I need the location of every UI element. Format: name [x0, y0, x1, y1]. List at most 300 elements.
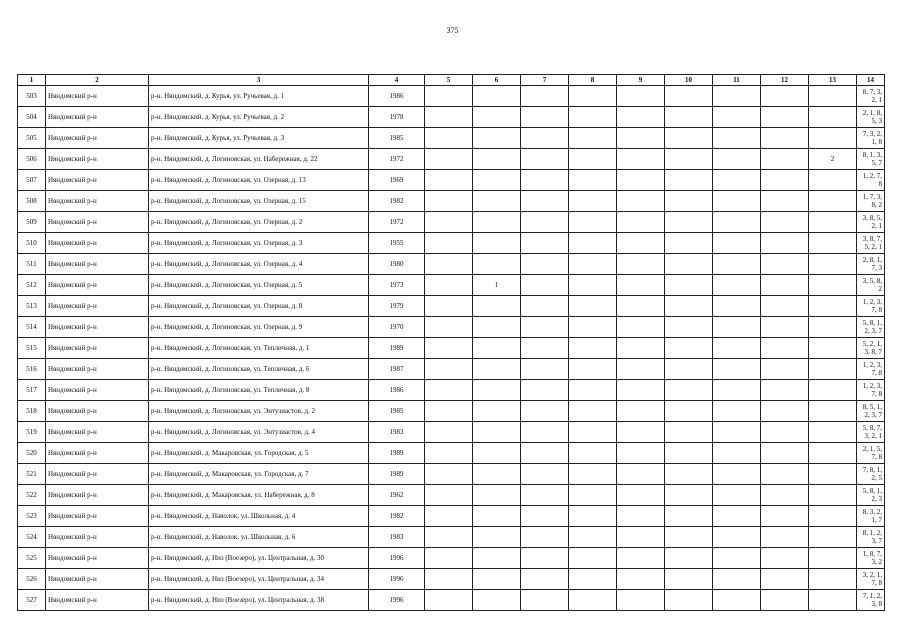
- table-row: [18, 443, 885, 464]
- cell-col-10: [665, 233, 713, 254]
- cell-col-5: [425, 107, 473, 128]
- cell-col-11: [713, 464, 761, 485]
- table-row: [18, 296, 885, 317]
- column-header-6: 6: [473, 75, 521, 86]
- cell-year: 1983: [369, 527, 425, 548]
- cell-codes: 5, 8, 7, 3, 2, 1: [857, 422, 885, 443]
- cell-col-9: [617, 191, 665, 212]
- cell-address: р-н. Няндомский, д. Курья, ул. Ручьевая, д. 1: [149, 86, 369, 107]
- header-row: [18, 75, 885, 86]
- cell-col-9: [617, 527, 665, 548]
- cell-col-12: [761, 464, 809, 485]
- cell-address: р-н. Няндомский, д. Логиновская, ул. Энтузиастов, д. 4: [149, 422, 369, 443]
- cell-row-number: 504: [18, 107, 46, 128]
- cell-district: Няндомский р-н: [46, 149, 149, 170]
- table-row: [18, 485, 885, 506]
- cell-district: Няндомский р-н: [46, 254, 149, 275]
- cell-address: р-н. Няндомский, д. Логиновская, ул. Озерная, д. 4: [149, 254, 369, 275]
- cell-col-11: [713, 191, 761, 212]
- cell-col-9: [617, 338, 665, 359]
- cell-col-6: [473, 233, 521, 254]
- cell-year: 1989: [369, 338, 425, 359]
- cell-row-number: 518: [18, 401, 46, 422]
- cell-col-12: [761, 254, 809, 275]
- cell-address: р-н. Няндомский, д. Макаровская, ул. Набережная, д. 8: [149, 485, 369, 506]
- cell-col-13: 2: [809, 149, 857, 170]
- cell-col-8: [569, 128, 617, 149]
- cell-codes: 1, 2, 3, 7, 8: [857, 296, 885, 317]
- cell-col-11: [713, 422, 761, 443]
- cell-district: Няндомский р-н: [46, 380, 149, 401]
- cell-row-number: 525: [18, 548, 46, 569]
- cell-col-8: [569, 485, 617, 506]
- cell-codes: 2, 1, 8, 5, 3: [857, 107, 885, 128]
- cell-codes: 1, 7, 3, 8, 2: [857, 191, 885, 212]
- cell-col-8: [569, 212, 617, 233]
- cell-col-11: [713, 149, 761, 170]
- cell-col-7: [521, 107, 569, 128]
- cell-col-12: [761, 233, 809, 254]
- cell-address: р-н. Няндомский, д. Логиновская, ул. Озерная, д. 13: [149, 170, 369, 191]
- table-row: [18, 548, 885, 569]
- cell-col-5: [425, 380, 473, 401]
- cell-district: Няндомский р-н: [46, 86, 149, 107]
- cell-col-9: [617, 422, 665, 443]
- cell-col-6: [473, 443, 521, 464]
- cell-col-5: [425, 170, 473, 191]
- cell-codes: 5, 2, 1, 3, 8, 7: [857, 338, 885, 359]
- cell-col-8: [569, 506, 617, 527]
- cell-col-9: [617, 590, 665, 611]
- cell-col-7: [521, 233, 569, 254]
- cell-codes: 8, 5, 1, 2, 3, 7: [857, 401, 885, 422]
- cell-col-10: [665, 527, 713, 548]
- cell-district: Няндомский р-н: [46, 128, 149, 149]
- cell-codes: 1, 8, 7, 3, 2: [857, 548, 885, 569]
- cell-col-9: [617, 464, 665, 485]
- cell-row-number: 507: [18, 170, 46, 191]
- table-row: [18, 233, 885, 254]
- cell-col-10: [665, 254, 713, 275]
- cell-codes: 1, 2, 3, 7, 8: [857, 380, 885, 401]
- cell-col-11: [713, 86, 761, 107]
- cell-district: Няндомский р-н: [46, 233, 149, 254]
- cell-col-9: [617, 317, 665, 338]
- cell-col-8: [569, 590, 617, 611]
- cell-col-8: [569, 464, 617, 485]
- cell-year: 1987: [369, 359, 425, 380]
- cell-year: 1970: [369, 317, 425, 338]
- cell-col-13: [809, 359, 857, 380]
- cell-col-5: [425, 464, 473, 485]
- table-row: [18, 212, 885, 233]
- cell-address: р-н. Няндомский, д. Логиновская, ул. Озерная, д. 3: [149, 233, 369, 254]
- cell-col-10: [665, 485, 713, 506]
- cell-codes: 8, 1, 2, 3, 7: [857, 527, 885, 548]
- table-row: [18, 86, 885, 107]
- cell-year: 1982: [369, 506, 425, 527]
- cell-address: р-н. Няндомский, д. Наволок, ул. Школьная, д. 6: [149, 527, 369, 548]
- cell-col-5: [425, 296, 473, 317]
- cell-col-7: [521, 380, 569, 401]
- table-row: [18, 464, 885, 485]
- cell-col-13: [809, 422, 857, 443]
- cell-col-12: [761, 359, 809, 380]
- cell-col-9: [617, 107, 665, 128]
- cell-row-number: 522: [18, 485, 46, 506]
- cell-col-11: [713, 548, 761, 569]
- cell-col-7: [521, 485, 569, 506]
- cell-col-6: [473, 590, 521, 611]
- column-header-7: 7: [521, 75, 569, 86]
- cell-codes: 3, 2, 1, 7, 8: [857, 569, 885, 590]
- cell-col-11: [713, 233, 761, 254]
- cell-district: Няндомский р-н: [46, 485, 149, 506]
- cell-col-7: [521, 170, 569, 191]
- cell-col-12: [761, 443, 809, 464]
- cell-year: 1972: [369, 149, 425, 170]
- cell-col-11: [713, 275, 761, 296]
- cell-year: 1996: [369, 548, 425, 569]
- cell-col-13: [809, 275, 857, 296]
- cell-col-10: [665, 86, 713, 107]
- cell-district: Няндомский р-н: [46, 107, 149, 128]
- cell-col-13: [809, 338, 857, 359]
- cell-row-number: 517: [18, 380, 46, 401]
- cell-col-7: [521, 149, 569, 170]
- cell-col-11: [713, 527, 761, 548]
- cell-year: 1978: [369, 107, 425, 128]
- cell-col-10: [665, 422, 713, 443]
- cell-row-number: 521: [18, 464, 46, 485]
- cell-col-12: [761, 548, 809, 569]
- buildings-table: [17, 74, 885, 611]
- cell-col-7: [521, 254, 569, 275]
- cell-col-7: [521, 128, 569, 149]
- cell-col-11: [713, 590, 761, 611]
- cell-year: 1986: [369, 86, 425, 107]
- cell-codes: 5, 8, 1, 2, 3, 7: [857, 317, 885, 338]
- cell-codes: 7, 3, 2, 1, 8: [857, 128, 885, 149]
- cell-col-12: [761, 401, 809, 422]
- cell-col-13: [809, 107, 857, 128]
- cell-district: Няндомский р-н: [46, 212, 149, 233]
- cell-col-5: [425, 485, 473, 506]
- cell-col-6: [473, 191, 521, 212]
- cell-codes: 3, 8, 5, 2, 1: [857, 212, 885, 233]
- table-row: [18, 527, 885, 548]
- cell-row-number: 523: [18, 506, 46, 527]
- cell-col-10: [665, 212, 713, 233]
- cell-col-7: [521, 527, 569, 548]
- cell-col-8: [569, 317, 617, 338]
- cell-col-6: [473, 212, 521, 233]
- cell-year: 1962: [369, 485, 425, 506]
- cell-col-10: [665, 191, 713, 212]
- cell-district: Няндомский р-н: [46, 296, 149, 317]
- cell-row-number: 508: [18, 191, 46, 212]
- cell-col-6: [473, 401, 521, 422]
- cell-row-number: 514: [18, 317, 46, 338]
- column-header-5: 5: [425, 75, 473, 86]
- cell-col-12: [761, 317, 809, 338]
- column-header-8: 8: [569, 75, 617, 86]
- cell-district: Няндомский р-н: [46, 548, 149, 569]
- cell-col-13: [809, 233, 857, 254]
- cell-col-10: [665, 170, 713, 191]
- cell-col-9: [617, 485, 665, 506]
- cell-col-6: [473, 359, 521, 380]
- cell-codes: 2, 8, 1, 7, 3: [857, 254, 885, 275]
- cell-col-9: [617, 506, 665, 527]
- cell-col-6: [473, 506, 521, 527]
- cell-col-12: [761, 128, 809, 149]
- cell-district: Няндомский р-н: [46, 443, 149, 464]
- cell-row-number: 509: [18, 212, 46, 233]
- table-row: [18, 569, 885, 590]
- column-header-14: 14: [857, 75, 885, 86]
- cell-col-8: [569, 359, 617, 380]
- cell-col-6: [473, 128, 521, 149]
- page-number: 375: [446, 26, 459, 35]
- cell-codes: 3, 5, 8, 2: [857, 275, 885, 296]
- cell-codes: 5, 8, 1, 2, 3: [857, 485, 885, 506]
- cell-col-6: [473, 296, 521, 317]
- cell-col-12: [761, 527, 809, 548]
- cell-col-10: [665, 569, 713, 590]
- cell-col-5: [425, 527, 473, 548]
- table-row: [18, 317, 885, 338]
- cell-col-5: [425, 506, 473, 527]
- cell-col-8: [569, 338, 617, 359]
- cell-col-13: [809, 212, 857, 233]
- table-body: [18, 86, 885, 611]
- cell-col-10: [665, 338, 713, 359]
- cell-year: 1985: [369, 128, 425, 149]
- cell-year: 1982: [369, 191, 425, 212]
- cell-col-7: [521, 464, 569, 485]
- cell-col-13: [809, 485, 857, 506]
- cell-codes: 8, 1, 3, 5, 7: [857, 149, 885, 170]
- cell-col-9: [617, 254, 665, 275]
- cell-col-11: [713, 569, 761, 590]
- cell-col-5: [425, 590, 473, 611]
- cell-col-8: [569, 86, 617, 107]
- cell-col-11: [713, 170, 761, 191]
- cell-col-8: [569, 107, 617, 128]
- cell-district: Няндомский р-н: [46, 170, 149, 191]
- cell-col-5: [425, 254, 473, 275]
- cell-col-13: [809, 380, 857, 401]
- cell-col-12: [761, 590, 809, 611]
- cell-col-7: [521, 338, 569, 359]
- cell-col-11: [713, 317, 761, 338]
- cell-col-8: [569, 443, 617, 464]
- cell-district: Няндомский р-н: [46, 527, 149, 548]
- column-header-4: 4: [369, 75, 425, 86]
- column-header-11: 11: [713, 75, 761, 86]
- cell-col-10: [665, 296, 713, 317]
- cell-col-8: [569, 191, 617, 212]
- cell-year: 1955: [369, 233, 425, 254]
- table-row: [18, 149, 885, 170]
- cell-col-7: [521, 191, 569, 212]
- cell-district: Няндомский р-н: [46, 506, 149, 527]
- cell-col-8: [569, 170, 617, 191]
- cell-col-9: [617, 548, 665, 569]
- column-header-10: 10: [665, 75, 713, 86]
- cell-col-10: [665, 590, 713, 611]
- cell-address: р-н. Няндомский, д. Наволок, ул. Школьная, д. 4: [149, 506, 369, 527]
- cell-col-12: [761, 485, 809, 506]
- cell-col-10: [665, 359, 713, 380]
- cell-address: р-н. Няндомский, д. Логиновская, ул. Энтузиастов, д. 2: [149, 401, 369, 422]
- table-row: [18, 380, 885, 401]
- cell-col-12: [761, 422, 809, 443]
- cell-row-number: 524: [18, 527, 46, 548]
- cell-col-13: [809, 317, 857, 338]
- cell-col-5: [425, 443, 473, 464]
- cell-district: Няндомский р-н: [46, 464, 149, 485]
- cell-year: 1996: [369, 569, 425, 590]
- cell-col-5: [425, 401, 473, 422]
- table-row: [18, 590, 885, 611]
- cell-col-7: [521, 359, 569, 380]
- cell-row-number: 527: [18, 590, 46, 611]
- cell-col-5: [425, 86, 473, 107]
- cell-codes: 1, 2, 3, 7, 8: [857, 359, 885, 380]
- cell-year: 1989: [369, 464, 425, 485]
- cell-col-6: [473, 254, 521, 275]
- cell-col-7: [521, 569, 569, 590]
- column-header-2: 2: [46, 75, 149, 86]
- cell-col-13: [809, 527, 857, 548]
- cell-col-13: [809, 401, 857, 422]
- cell-col-10: [665, 317, 713, 338]
- cell-col-9: [617, 128, 665, 149]
- cell-col-5: [425, 191, 473, 212]
- cell-col-5: [425, 338, 473, 359]
- cell-codes: 8, 3, 2, 1, 7: [857, 506, 885, 527]
- cell-col-5: [425, 233, 473, 254]
- cell-col-10: [665, 128, 713, 149]
- cell-col-12: [761, 338, 809, 359]
- cell-col-7: [521, 422, 569, 443]
- cell-row-number: 506: [18, 149, 46, 170]
- cell-col-8: [569, 548, 617, 569]
- cell-col-6: 1: [473, 275, 521, 296]
- cell-district: Няндомский р-н: [46, 317, 149, 338]
- cell-col-11: [713, 212, 761, 233]
- cell-codes: 1, 2, 7, 8: [857, 170, 885, 191]
- cell-row-number: 511: [18, 254, 46, 275]
- table-row: [18, 170, 885, 191]
- cell-col-6: [473, 170, 521, 191]
- cell-col-9: [617, 401, 665, 422]
- cell-address: р-н. Няндомский, д. Логиновская, ул. Тепличная, д. 6: [149, 359, 369, 380]
- cell-col-10: [665, 107, 713, 128]
- cell-codes: 8, 7, 3, 2, 1: [857, 86, 885, 107]
- table-row: [18, 254, 885, 275]
- column-header-9: 9: [617, 75, 665, 86]
- cell-col-8: [569, 254, 617, 275]
- table-row: [18, 275, 885, 296]
- cell-col-10: [665, 275, 713, 296]
- cell-row-number: 513: [18, 296, 46, 317]
- cell-col-8: [569, 296, 617, 317]
- table-row: [18, 506, 885, 527]
- cell-col-12: [761, 191, 809, 212]
- cell-year: 1996: [369, 590, 425, 611]
- cell-col-5: [425, 359, 473, 380]
- cell-col-9: [617, 233, 665, 254]
- cell-col-9: [617, 149, 665, 170]
- cell-col-11: [713, 443, 761, 464]
- cell-codes: 2, 1, 5, 7, 8: [857, 443, 885, 464]
- cell-col-9: [617, 296, 665, 317]
- cell-col-6: [473, 548, 521, 569]
- cell-col-8: [569, 380, 617, 401]
- cell-col-12: [761, 296, 809, 317]
- cell-col-5: [425, 128, 473, 149]
- cell-col-8: [569, 401, 617, 422]
- cell-col-6: [473, 338, 521, 359]
- cell-col-5: [425, 422, 473, 443]
- column-header-12: 12: [761, 75, 809, 86]
- cell-col-5: [425, 317, 473, 338]
- cell-col-7: [521, 590, 569, 611]
- table-row: [18, 401, 885, 422]
- cell-year: 1979: [369, 296, 425, 317]
- cell-col-9: [617, 275, 665, 296]
- cell-col-6: [473, 149, 521, 170]
- cell-col-11: [713, 359, 761, 380]
- cell-col-11: [713, 128, 761, 149]
- cell-address: р-н. Няндомский, д. Логиновская, ул. Тепличная, д. 8: [149, 380, 369, 401]
- cell-col-13: [809, 569, 857, 590]
- cell-address: р-н. Няндомский, д. Логиновская, ул. Озерная, д. 2: [149, 212, 369, 233]
- table-row: [18, 128, 885, 149]
- table-row: [18, 422, 885, 443]
- cell-col-5: [425, 569, 473, 590]
- cell-col-8: [569, 527, 617, 548]
- cell-address: р-н. Няндомский, д. Низ (Воезеро), ул. Центральная, д. 30: [149, 548, 369, 569]
- cell-district: Няндомский р-н: [46, 338, 149, 359]
- cell-col-7: [521, 506, 569, 527]
- cell-year: 1983: [369, 422, 425, 443]
- cell-col-9: [617, 359, 665, 380]
- cell-col-9: [617, 380, 665, 401]
- cell-col-12: [761, 569, 809, 590]
- cell-row-number: 512: [18, 275, 46, 296]
- cell-row-number: 515: [18, 338, 46, 359]
- cell-district: Няндомский р-н: [46, 275, 149, 296]
- cell-col-6: [473, 485, 521, 506]
- cell-col-13: [809, 464, 857, 485]
- cell-row-number: 503: [18, 86, 46, 107]
- cell-col-8: [569, 149, 617, 170]
- column-header-1: 1: [18, 75, 46, 86]
- cell-year: 1973: [369, 275, 425, 296]
- cell-col-13: [809, 170, 857, 191]
- cell-col-11: [713, 107, 761, 128]
- cell-col-11: [713, 506, 761, 527]
- cell-col-13: [809, 590, 857, 611]
- cell-col-11: [713, 485, 761, 506]
- cell-col-13: [809, 86, 857, 107]
- cell-col-10: [665, 443, 713, 464]
- cell-col-7: [521, 296, 569, 317]
